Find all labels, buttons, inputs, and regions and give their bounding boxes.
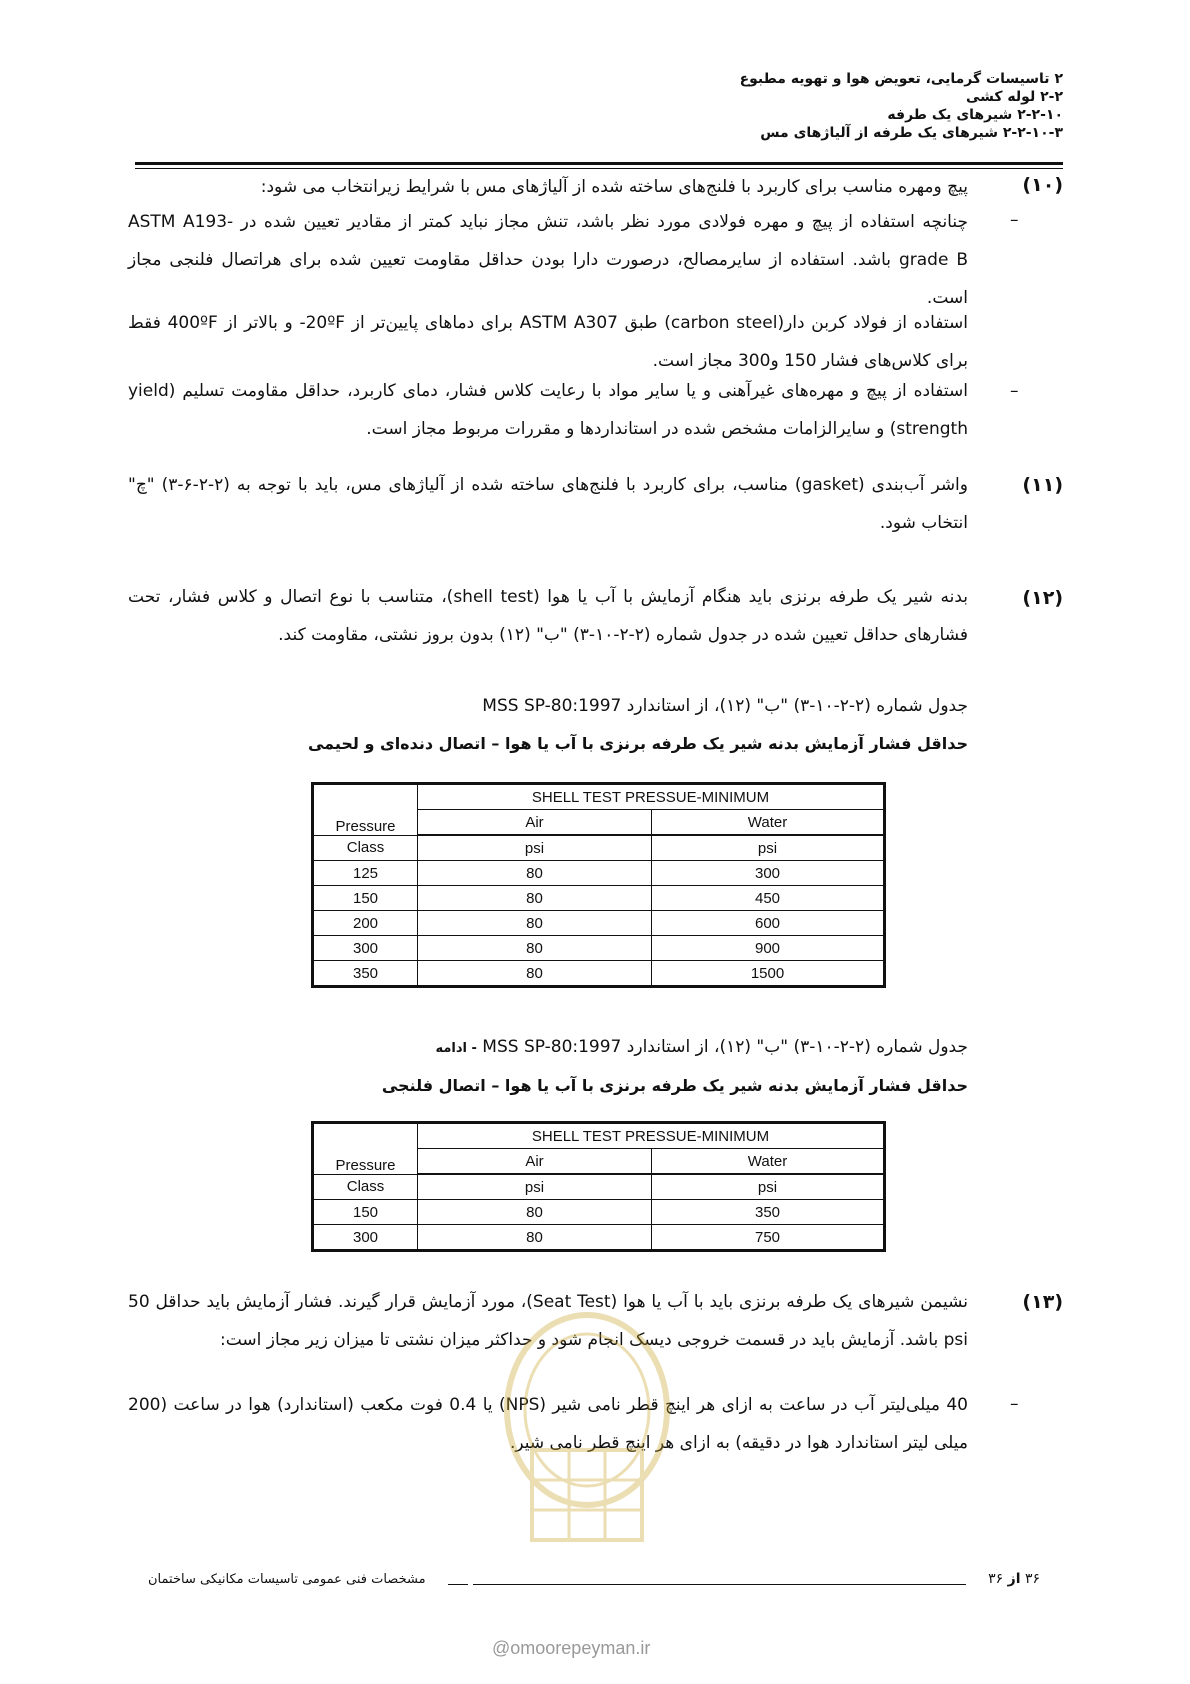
- item-10-bullet-2: استفاده از پیچ و مهره‌های غیرآهنی و یا سایر مواد با رعایت کلاس فشار، دمای کاربرد، حداقل مقاومت تسلیم (yield strength) و سایرالزامات مشخص شده در استانداردها و مقررات مربوط مجاز است.: [128, 381, 968, 439]
- class-cell: 125: [313, 861, 418, 886]
- bullet-dash: –: [1010, 210, 1019, 230]
- table-row: [313, 1225, 885, 1251]
- item-number-13: (۱۳): [1022, 1291, 1063, 1313]
- item-13-bullet-1: 40 میلی‌لیتر آب در ساعت به ازای هر اینچ قطر نامی شیر (NPS) یا 0.4 فوت مکعب (استاندارد) هوا در ساعت (200 میلی لیتر استاندارد هوا در دقیقه) به ازای هر اینچ قطر نامی شیر.: [128, 1395, 968, 1453]
- class-cell: 300: [313, 1225, 418, 1251]
- water-unit: psi: [652, 1174, 885, 1200]
- air-unit: psi: [418, 835, 652, 861]
- table-2-continued-label: - ادامه: [435, 1041, 477, 1056]
- item-11-text: واشر آب‌بندی (gasket) مناسب، برای کاربرد با فلنج‌های ساخته شده از آلیاژهای مس، باید با توجه به (۲-۲-۶-۳) "چ" انتخاب شود.: [128, 475, 968, 533]
- class-header: Class: [313, 1174, 418, 1200]
- air-cell: 80: [418, 961, 652, 987]
- watermark-url: @omoorepeyman.ir: [492, 1638, 651, 1658]
- class-cell: 300: [313, 936, 418, 961]
- header-line-2: ۲-۲ لوله کشی: [966, 89, 1063, 105]
- item-13-text: نشیمن شیرهای یک طرفه برنزی باید با آب یا هوا (Seat Test)، مورد آزمایش قرار گیرند. فشار آزمایش باید حداقل 50 psi باشد. آزمایش باید در قسمت خروجی دیسک انجام شود و حداکثر میزان نشتی تا میزان زیر مجاز است:: [128, 1292, 968, 1350]
- air-cell: 80: [418, 936, 652, 961]
- page-of: از: [1007, 1571, 1021, 1587]
- header-line-3: ۲-۲-۱۰ شیرهای یک طرفه: [887, 107, 1063, 123]
- water-cell: 1500: [652, 961, 885, 987]
- water-cell: 900: [652, 936, 885, 961]
- item-number-10: (۱۰): [1022, 174, 1063, 196]
- table-row: [313, 936, 885, 961]
- header-line-1: ۲ تاسیسات گرمایی، تعویض هوا و تهویه مطبوع: [739, 71, 1063, 87]
- item-10-text: پیچ ومهره مناسب برای کاربرد با فلنج‌های ساخته شده از آلیاژهای مس با شرایط زیرانتخاب می شود:: [260, 177, 968, 197]
- water-cell: 600: [652, 911, 885, 936]
- shell-test-table-flanged: [311, 1121, 886, 1252]
- table-2-caption-text: جدول شماره (۲-۲-۱۰-۳) "ب" (۱۲)، از استاندارد MSS SP-80:1997: [482, 1037, 968, 1057]
- air-cell: 80: [418, 1200, 652, 1225]
- item-number-11: (۱۱): [1022, 474, 1063, 496]
- table-row: [313, 1200, 885, 1225]
- footer-rule: [473, 1584, 966, 1585]
- water-header: Water: [652, 810, 885, 836]
- pressure-header: Pressure: [313, 784, 418, 836]
- air-unit: psi: [418, 1174, 652, 1200]
- watermark-seal-icon: [492, 1300, 682, 1570]
- air-cell: 80: [418, 1225, 652, 1251]
- class-cell: 350: [313, 961, 418, 987]
- class-cell: 150: [313, 886, 418, 911]
- table-1-caption: جدول شماره (۲-۲-۱۰-۳) "ب" (۱۲)، از استاندارد MSS SP-80:1997: [482, 696, 968, 716]
- air-cell: 80: [418, 911, 652, 936]
- page-current: ۳۶: [1024, 1571, 1040, 1587]
- shell-test-table-threaded: [311, 782, 886, 988]
- table-2-caption: [435, 1037, 968, 1057]
- header-line-4: ۲-۲-۱۰-۳ شیرهای یک طرفه از آلیاژهای مس: [760, 125, 1063, 141]
- bullet-dash: –: [1010, 1394, 1019, 1414]
- page-number: [988, 1571, 1040, 1587]
- item-number-12: (۱۲): [1022, 587, 1063, 609]
- water-cell: 350: [652, 1200, 885, 1225]
- water-cell: 300: [652, 861, 885, 886]
- item-12-text: بدنه شیر یک طرفه برنزی باید هنگام آزمایش با آب یا هوا (shell test)، متناسب با نوع اتصال و کلاس فشار، تحت فشارهای حداقل تعیین شده در جدول شماره (۲-۲-۱۰-۳) "ب" (۱۲) بدون بروز نشتی، مقاومت کند.: [128, 587, 968, 645]
- class-header: Class: [313, 835, 418, 861]
- air-cell: 80: [418, 861, 652, 886]
- footer-title: مشخصات فنی عمومی تاسیسات مکانیکی ساختمان: [148, 1572, 426, 1587]
- water-unit: psi: [652, 835, 885, 861]
- table-row: [313, 961, 885, 987]
- header-rule-thick: [135, 162, 1063, 165]
- class-cell: 200: [313, 911, 418, 936]
- page-total: ۳۶: [988, 1571, 1004, 1587]
- bullet-dash: –: [1010, 381, 1019, 401]
- water-cell: 750: [652, 1225, 885, 1251]
- table-2-title: حداقل فشار آزمایش بدنه شیر یک طرفه برنزی با آب یا هوا – اتصال فلنجی: [381, 1076, 968, 1095]
- footer-rule-short: [448, 1584, 468, 1585]
- group-header: SHELL TEST PRESSUE-MINIMUM: [418, 1123, 885, 1149]
- class-cell: 150: [313, 1200, 418, 1225]
- item-10-bullet-1: چنانچه استفاده از پیچ و مهره فولادی مورد نظر باشد، تنش مجاز نباید کمتر از مقادیر تعیین شده در ASTM A193-grade B باشد. استفاده از سایرمصالح، درصورت دارا بودن حداقل مقاومت تعیین شده برای هراتصال فلنجی مجاز است.: [128, 212, 968, 308]
- water-cell: 450: [652, 886, 885, 911]
- air-header: Air: [418, 810, 652, 836]
- water-header: Water: [652, 1149, 885, 1175]
- table-1-title: حداقل فشار آزمایش بدنه شیر یک طرفه برنزی با آب یا هوا – اتصال دنده‌ای و لحیمی: [307, 734, 968, 753]
- table-row: [313, 886, 885, 911]
- item-10-bullet-1-continued: استفاده از فولاد کربن دار(carbon steel) طبق ASTM A307 برای دماهای پایین‌تر از 20ºF- و بالاتر از 400ºF فقط برای کلاس‌های فشار 150 و300 مجاز است.: [128, 313, 968, 371]
- air-cell: 80: [418, 886, 652, 911]
- table-row: [313, 911, 885, 936]
- pressure-header: Pressure: [313, 1123, 418, 1175]
- group-header: SHELL TEST PRESSUE-MINIMUM: [418, 784, 885, 810]
- air-header: Air: [418, 1149, 652, 1175]
- page-header: [123, 70, 1063, 142]
- table-row: [313, 861, 885, 886]
